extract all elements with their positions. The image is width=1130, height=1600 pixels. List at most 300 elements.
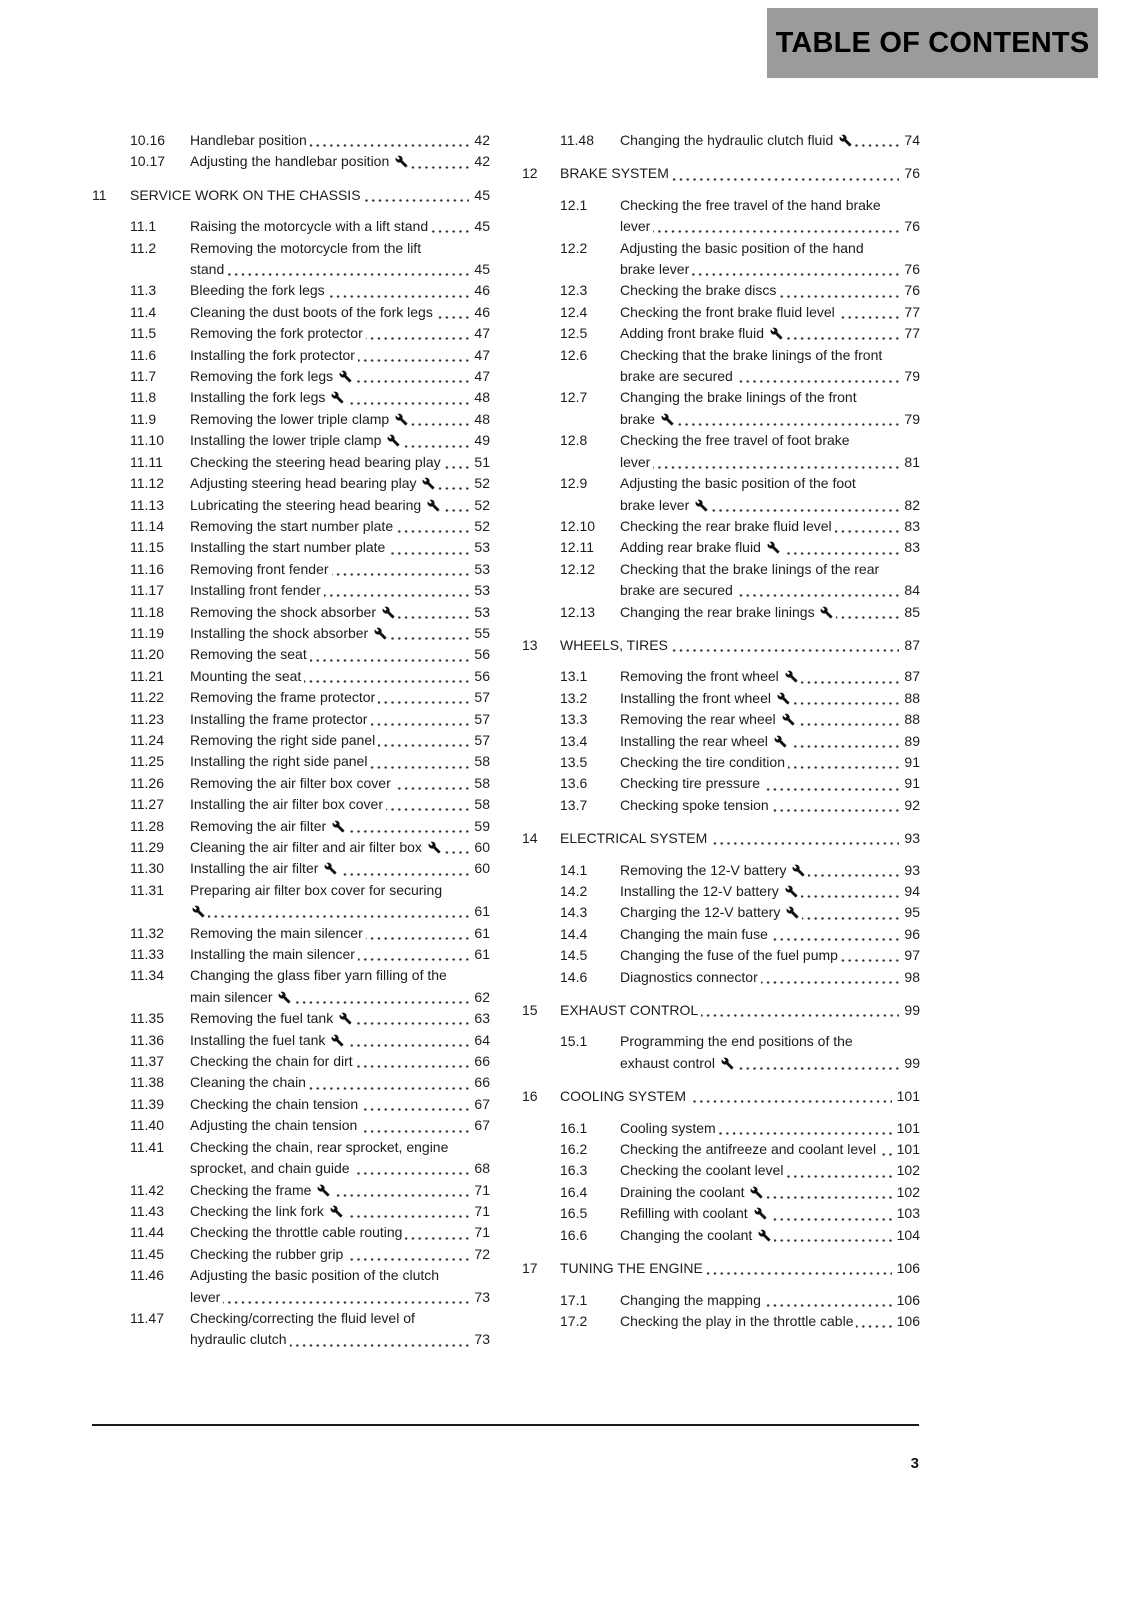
toc-item-number: 17 (522, 1258, 538, 1279)
toc-item-body (190, 923, 490, 944)
toc-entry-row[interactable] (92, 730, 490, 751)
toc-item-number: 12.11 (560, 537, 594, 558)
toc-item-page: 81 (899, 452, 920, 473)
toc-item-title: Lubricating the steering head bearing (190, 497, 443, 513)
toc-entry-row[interactable] (92, 387, 490, 408)
toc-item-body (620, 1160, 920, 1181)
toc-item-page: 84 (899, 580, 920, 601)
toc-entry-row[interactable] (522, 345, 920, 388)
toc-item-body (620, 238, 920, 281)
toc-item-page: 73 (469, 1287, 490, 1308)
toc-item-page: 66 (469, 1051, 490, 1072)
toc-item-title: Adjusting the handlebar position (190, 153, 411, 169)
toc-item-body (620, 602, 920, 623)
toc-item-page: 46 (469, 280, 490, 301)
toc-item-body (190, 644, 490, 665)
toc-entry-row[interactable] (92, 216, 490, 237)
toc-item-number: 16.4 (560, 1182, 587, 1203)
toc-item-body (560, 1086, 920, 1107)
toc-entry-row[interactable] (522, 238, 920, 281)
toc-entry-row[interactable] (92, 923, 490, 944)
toc-item-body (190, 773, 490, 794)
toc-item-number: 15.1 (560, 1031, 587, 1052)
toc-entry-row[interactable] (92, 1008, 490, 1029)
toc-item-title: Removing the fork legs (190, 368, 355, 384)
toc-entry-row[interactable] (92, 644, 490, 665)
toc-item-page: 76 (899, 280, 920, 301)
toc-item-title: Checking the chain tension (190, 1096, 361, 1112)
toc-entry-row[interactable] (92, 773, 490, 794)
toc-item-number: 11.5 (130, 323, 156, 344)
toc-item-title: Removing the seat (190, 646, 310, 662)
toc-item-page: 57 (469, 709, 490, 730)
toc-entry-row[interactable] (522, 537, 920, 558)
toc-item-body (190, 730, 490, 751)
toc-item-page: 96 (899, 924, 920, 945)
toc-item-title: Raising the motorcycle with a lift stand (190, 218, 431, 234)
toc-item-page: 52 (469, 473, 490, 494)
toc-item-number: 12.7 (560, 387, 587, 408)
toc-item-number: 11.10 (130, 430, 164, 451)
toc-item-number: 11.12 (130, 473, 164, 494)
toc-item-title: Removing the fuel tank (190, 1010, 355, 1026)
toc-item-body (190, 559, 490, 580)
toc-entry-row[interactable] (92, 366, 490, 387)
toc-item-body (620, 1290, 920, 1311)
toc-chapter-row[interactable] (522, 1086, 920, 1107)
toc-entry-row[interactable] (92, 151, 490, 172)
toc-item-title: Installing front fender (190, 582, 324, 598)
toc-item-number: 11.15 (130, 537, 164, 558)
toc-chapter-row[interactable] (522, 828, 920, 849)
toc-item-title: Changing the fuse of the fuel pump (620, 947, 841, 963)
toc-item-number: 17.2 (560, 1311, 587, 1332)
toc-item-page: 104 (892, 1225, 920, 1246)
toc-item-body (190, 880, 490, 923)
toc-item-page: 77 (899, 302, 920, 323)
toc-item-page: 94 (899, 881, 920, 902)
wrench-icon (785, 670, 798, 683)
toc-item-number: 12.3 (560, 280, 587, 301)
toc-entry-row[interactable] (92, 1072, 490, 1093)
toc-item-page: 60 (469, 837, 490, 858)
toc-entry-row[interactable] (522, 967, 920, 988)
toc-entry-row[interactable] (522, 559, 920, 602)
toc-item-title: Programming the end positions of the exhaust control (620, 1033, 856, 1070)
toc-item-page: 48 (469, 387, 490, 408)
toc-item-number: 13.1 (560, 666, 587, 687)
toc-entry-row[interactable] (522, 302, 920, 323)
toc-entry-row[interactable] (522, 602, 920, 623)
toc-item-title: Changing the mapping (620, 1292, 764, 1308)
toc-item-page: 106 (892, 1258, 920, 1279)
toc-item-body (190, 516, 490, 537)
toc-item-page: 47 (469, 366, 490, 387)
toc-entry-row[interactable] (92, 409, 490, 430)
toc-item-number: 11.37 (130, 1051, 164, 1072)
toc-item-body (620, 795, 920, 816)
toc-item-title: Bleeding the fork legs (190, 282, 328, 298)
toc-item-number: 12.4 (560, 302, 587, 323)
toc-item-number: 11.16 (130, 559, 164, 580)
toc-entry-row[interactable] (522, 731, 920, 752)
toc-item-number: 11.28 (130, 816, 164, 837)
wrench-icon (330, 1205, 343, 1218)
toc-item-number: 11.26 (130, 773, 164, 794)
toc-entry-row[interactable] (522, 1290, 920, 1311)
toc-item-page: 93 (899, 860, 920, 881)
toc-item-page: 51 (469, 452, 490, 473)
toc-entry-row[interactable] (522, 924, 920, 945)
toc-entry-row[interactable] (522, 1225, 920, 1246)
toc-item-title: Changing the glass fiber yarn filling of the main silencer (190, 967, 450, 1004)
toc-item-title: Installing the frame protector (190, 711, 370, 727)
toc-item-body (190, 816, 490, 837)
toc-item-title: Draining the coolant (620, 1184, 766, 1200)
toc-item-page: 71 (469, 1180, 490, 1201)
toc-item-page: 83 (899, 516, 920, 537)
toc-item-number: 11.24 (130, 730, 164, 751)
toc-item-number: 12 (522, 163, 538, 184)
toc-entry-row[interactable] (522, 473, 920, 516)
toc-item-page: 83 (899, 537, 920, 558)
toc-entry-row[interactable] (92, 1244, 490, 1265)
toc-item-page: 101 (892, 1139, 920, 1160)
toc-item-title: Adding front brake fluid (620, 325, 786, 341)
toc-item-body (190, 1051, 490, 1072)
toc-item-body (190, 302, 490, 323)
toc-item-title: Changing the main fuse (620, 926, 771, 942)
toc-entry-row[interactable] (92, 623, 490, 644)
toc-entry-row[interactable] (92, 1222, 490, 1243)
toc-item-number: 10.17 (130, 151, 165, 172)
toc-item-title: Changing the brake linings of the front brake (620, 389, 860, 426)
toc-entry-row[interactable] (92, 880, 490, 923)
toc-item-number: 11.8 (130, 387, 156, 408)
toc-item-page: 46 (469, 302, 490, 323)
toc-item-body (190, 1008, 490, 1029)
toc-entry-row[interactable] (92, 580, 490, 601)
toc-entry-row[interactable] (522, 130, 920, 151)
wrench-icon (374, 627, 387, 640)
toc-item-page: 99 (899, 1000, 920, 1021)
toc-item-body (190, 345, 490, 366)
toc-entry-row[interactable] (92, 280, 490, 301)
toc-entry-row[interactable] (522, 1139, 920, 1160)
toc-entry-row[interactable] (92, 537, 490, 558)
toc-item-number: 11.6 (130, 345, 156, 366)
toc-item-number: 11.41 (130, 1137, 164, 1158)
wrench-icon (332, 820, 345, 833)
toc-item-number: 11.25 (130, 751, 164, 772)
toc-entry-row[interactable] (92, 965, 490, 1008)
toc-item-page: 53 (469, 537, 490, 558)
toc-item-title: Checking that the brake linings of the rear brake are secured (620, 561, 882, 598)
toc-item-body (190, 1115, 490, 1136)
toc-item-body (190, 965, 490, 1008)
toc-item-number: 10.16 (130, 130, 165, 151)
toc-entry-row[interactable] (92, 1115, 490, 1136)
toc-item-title: Adjusting the basic position of the foot brake lever (620, 475, 859, 512)
toc-item-page: 53 (469, 559, 490, 580)
toc-item-body (190, 216, 490, 237)
toc-entry-row[interactable] (522, 688, 920, 709)
toc-chapter-row[interactable] (522, 163, 920, 184)
toc-item-body (620, 881, 920, 902)
toc-item-page: 42 (469, 130, 490, 151)
toc-entry-row[interactable] (92, 495, 490, 516)
wrench-icon (782, 713, 795, 726)
toc-item-title: Installing the air filter (190, 860, 340, 876)
toc-item-body (560, 1258, 920, 1279)
toc-item-number: 13.5 (560, 752, 587, 773)
toc-item-number: 12.12 (560, 559, 595, 580)
toc-entry-row[interactable] (522, 860, 920, 881)
toc-entry-row[interactable] (522, 1160, 920, 1181)
toc-entry-row[interactable] (522, 1031, 920, 1074)
toc-item-body (560, 635, 920, 656)
toc-entry-row[interactable] (92, 1265, 490, 1308)
toc-item-title: Cleaning the chain (190, 1074, 309, 1090)
toc-entry-row[interactable] (92, 816, 490, 837)
toc-entry-row[interactable] (92, 837, 490, 858)
toc-entry-row[interactable] (522, 387, 920, 430)
toc-chapter-row[interactable] (522, 1000, 920, 1021)
toc-entry-row[interactable] (522, 195, 920, 238)
toc-item-title: ELECTRICAL SYSTEM (560, 830, 710, 846)
toc-item-number: 11.46 (130, 1265, 164, 1286)
toc-item-number: 11.17 (130, 580, 164, 601)
toc-entry-row[interactable] (522, 1203, 920, 1224)
toc-item-body (190, 495, 490, 516)
toc-item-body (190, 580, 490, 601)
toc-entry-row[interactable] (522, 1311, 920, 1332)
toc-item-body (190, 1244, 490, 1265)
toc-item-number: 11.18 (130, 602, 164, 623)
toc-item-body (620, 387, 920, 430)
toc-item-page: 79 (899, 366, 920, 387)
toc-item-number: 12.10 (560, 516, 595, 537)
toc-entry-row[interactable] (522, 773, 920, 794)
toc-item-title: Checking the frame (190, 1182, 333, 1198)
toc-item-number: 16.3 (560, 1160, 587, 1181)
wrench-icon (758, 1229, 771, 1242)
toc-entry-row[interactable] (92, 858, 490, 879)
toc-item-title: Changing the hydraulic clutch fluid (620, 132, 855, 148)
toc-item-title: SERVICE WORK ON THE CHASSIS (130, 187, 364, 203)
toc-entry-row[interactable] (522, 881, 920, 902)
toc-item-number: 11.22 (130, 687, 164, 708)
wrench-icon (395, 413, 408, 426)
toc-entry-row[interactable] (92, 687, 490, 708)
toc-item-title: Installing the air filter box cover (190, 796, 386, 812)
toc-entry-row[interactable] (92, 430, 490, 451)
toc-item-title: Removing the air filter box cover (190, 775, 394, 791)
toc-item-page: 58 (469, 773, 490, 794)
toc-item-page: 61 (469, 923, 490, 944)
toc-item-title: Installing the front wheel (620, 690, 793, 706)
toc-entry-row[interactable] (522, 280, 920, 301)
toc-item-number: 12.6 (560, 345, 587, 366)
toc-entry-row[interactable] (92, 1308, 490, 1351)
toc-entry-row[interactable] (92, 1201, 490, 1222)
toc-entry-row[interactable] (92, 1137, 490, 1180)
toc-entry-row[interactable] (92, 1094, 490, 1115)
toc-item-title: Checking the throttle cable routing (190, 1224, 405, 1240)
toc-item-body (190, 537, 490, 558)
toc-entry-row[interactable] (522, 1118, 920, 1139)
toc-item-body (620, 537, 920, 558)
toc-item-number: 11.36 (130, 1030, 164, 1051)
toc-entry-row[interactable] (92, 516, 490, 537)
toc-entry-row[interactable] (522, 709, 920, 730)
toc-item-number: 15 (522, 1000, 538, 1021)
toc-item-page: 61 (469, 901, 490, 922)
toc-item-title: BRAKE SYSTEM (560, 165, 672, 181)
wrench-icon (339, 1012, 352, 1025)
toc-item-title: Charging the 12-V battery (620, 904, 802, 920)
toc-item-body (620, 195, 920, 238)
toc-entry-row[interactable] (522, 902, 920, 923)
toc-item-page: 71 (469, 1222, 490, 1243)
toc-item-body (190, 687, 490, 708)
toc-item-number: 13.3 (560, 709, 587, 730)
toc-column-right (522, 130, 920, 1351)
page-number: 3 (910, 1455, 919, 1472)
toc-item-title: Installing the start number plate (190, 539, 388, 555)
toc-item-body (620, 709, 920, 730)
toc-entry-row[interactable] (92, 666, 490, 687)
toc-item-title: Checking/correcting the fluid level of hydraulic clutch (190, 1310, 418, 1347)
toc-item-title: Checking the front brake fluid level (620, 304, 838, 320)
toc-item-title: Checking the link fork (190, 1203, 346, 1219)
toc-item-number: 11 (92, 185, 107, 206)
toc-item-number: 14.4 (560, 924, 587, 945)
toc-entry-row[interactable] (92, 1180, 490, 1201)
wrench-icon (767, 541, 780, 554)
toc-item-page: 63 (469, 1008, 490, 1029)
toc-item-title: Diagnostics connector (620, 969, 761, 985)
toc-item-page: 62 (469, 987, 490, 1008)
toc-item-body (620, 773, 920, 794)
toc-item-number: 11.45 (130, 1244, 164, 1265)
toc-entry-row[interactable] (522, 752, 920, 773)
toc-item-title: Removing the frame protector (190, 689, 378, 705)
toc-entry-row[interactable] (92, 794, 490, 815)
toc-item-title: Cleaning the air filter and air filter box (190, 839, 444, 855)
toc-item-page: 57 (469, 730, 490, 751)
wrench-icon (770, 327, 783, 340)
wrench-icon (661, 413, 674, 426)
toc-item-number: 11.2 (130, 238, 156, 259)
toc-item-title: Checking the steering head bearing play (190, 454, 444, 470)
toc-item-page: 57 (469, 687, 490, 708)
toc-entry-row[interactable] (92, 751, 490, 772)
wrench-icon (382, 606, 395, 619)
toc-item-body (190, 1308, 490, 1351)
toc-entry-row[interactable] (522, 430, 920, 473)
toc-entry-row[interactable] (92, 473, 490, 494)
toc-item-number: 11.42 (130, 1180, 164, 1201)
toc-entry-row[interactable] (92, 602, 490, 623)
toc-item-number: 11.3 (130, 280, 156, 301)
toc-item-number: 17.1 (560, 1290, 587, 1311)
wrench-icon (331, 1034, 344, 1047)
wrench-icon (317, 1184, 330, 1197)
toc-item-body (620, 666, 920, 687)
toc-item-title: Checking the rear brake fluid level (620, 518, 835, 534)
toc-chapter-row[interactable] (522, 1258, 920, 1279)
toc-item-body (190, 709, 490, 730)
toc-item-page: 56 (469, 644, 490, 665)
toc-item-body (620, 731, 920, 752)
toc-entry-row[interactable] (522, 1182, 920, 1203)
toc-chapter-row[interactable] (522, 635, 920, 656)
toc-item-page: 49 (469, 430, 490, 451)
toc-entry-row[interactable] (92, 709, 490, 730)
toc-item-body (620, 688, 920, 709)
toc-entry-row[interactable] (92, 944, 490, 965)
wrench-icon (785, 885, 798, 898)
toc-item-body (190, 473, 490, 494)
toc-item-title: Checking the chain, rear sprocket, engine sprocket, and chain guide (190, 1139, 451, 1176)
toc-item-number: 11.11 (130, 452, 163, 473)
toc-item-number: 11.27 (130, 794, 164, 815)
toc-item-title: Refilling with coolant (620, 1205, 770, 1221)
toc-column-left (92, 130, 490, 1351)
toc-item-number: 13.4 (560, 731, 587, 752)
toc-item-number: 16.1 (560, 1118, 587, 1139)
toc-item-number: 11.20 (130, 644, 164, 665)
toc-item-body (620, 1203, 920, 1224)
toc-entry-row[interactable] (522, 945, 920, 966)
toc-item-number: 11.39 (130, 1094, 164, 1115)
toc-item-number: 12.5 (560, 323, 587, 344)
toc-item-number: 11.44 (130, 1222, 164, 1243)
toc-chapter-row[interactable] (92, 185, 490, 206)
toc-item-number: 11.4 (130, 302, 156, 323)
toc-item-page: 58 (469, 794, 490, 815)
toc-item-page: 88 (899, 688, 920, 709)
toc-entry-row[interactable] (522, 323, 920, 344)
toc-entry-row[interactable] (92, 345, 490, 366)
toc-entry-row[interactable] (92, 323, 490, 344)
toc-item-body (560, 828, 920, 849)
toc-entry-row[interactable] (92, 452, 490, 473)
toc-entry-row[interactable] (522, 516, 920, 537)
toc-entry-row[interactable] (92, 238, 490, 281)
toc-entry-row[interactable] (92, 559, 490, 580)
toc-entry-row[interactable] (92, 130, 490, 151)
toc-item-body (190, 151, 490, 172)
footer-rule (92, 1424, 919, 1426)
toc-item-number: 11.29 (130, 837, 164, 858)
wrench-icon (754, 1207, 767, 1220)
toc-entry-row[interactable] (522, 666, 920, 687)
toc-entry-row[interactable] (522, 795, 920, 816)
toc-entry-row[interactable] (92, 302, 490, 323)
toc-item-title: Adjusting the basic position of the clutch lever (190, 1267, 442, 1304)
toc-item-title: Preparing air filter box cover for securing (190, 882, 445, 919)
toc-entry-row[interactable] (92, 1051, 490, 1072)
toc-item-body (190, 366, 490, 387)
toc-item-body (620, 1139, 920, 1160)
wrench-icon (777, 692, 790, 705)
toc-entry-row[interactable] (92, 1030, 490, 1051)
wrench-icon (192, 905, 205, 918)
toc-item-number: 11.30 (130, 858, 164, 879)
toc-item-title: Adjusting steering head bearing play (190, 475, 438, 491)
